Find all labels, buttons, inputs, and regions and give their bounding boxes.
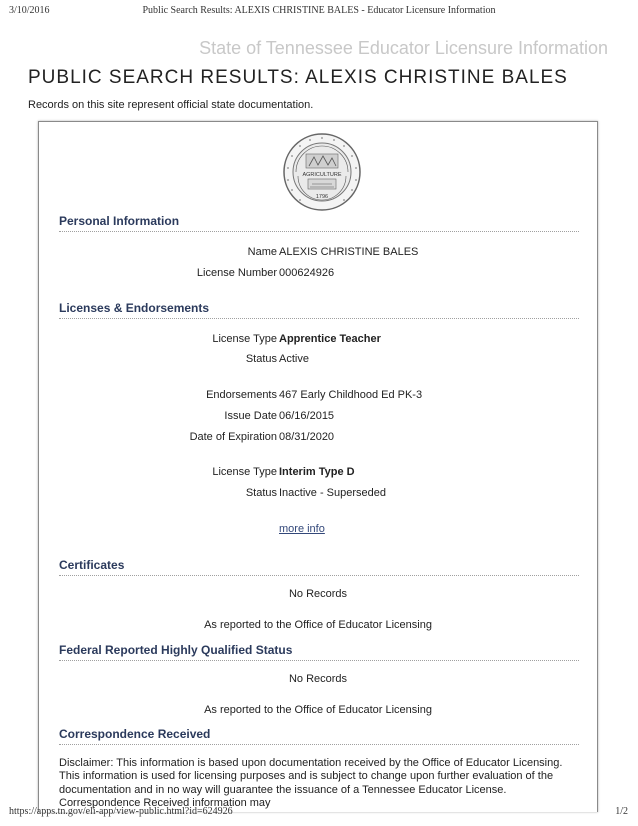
endorsements-value: 467 Early Childhood Ed PK-3 [279,389,423,401]
disclaimer-text: Disclaimer: This information is based upon documentation received by the Office of Educator Licensing. This information is used for licensing purposes and is subject to change upon further evaluation of the documentation and in no way will guarantee the issuance of a Tennessee Educator License. Correspondence Received information may [59,757,563,810]
site-banner: State of Tennessee Educator Licensure Information [199,38,608,58]
issue-date-value: 06/16/2015 [279,410,335,422]
section-divider [59,318,579,319]
section-divider [59,660,579,661]
print-url: https://apps.tn.gov/eli-app/view-public.html?id=624926 [9,806,233,817]
section-divider [59,575,579,576]
state-seal-icon [282,132,362,212]
results-card [38,121,598,812]
expiration-date-value: 08/31/2020 [279,431,335,443]
name-label: Name [247,246,277,258]
records-note: Records on this site represent official state documentation. [28,99,314,111]
section-divider [59,231,579,232]
license-number-label: License Number [196,267,277,279]
section-licenses-endorsements: Licenses & Endorsements [59,301,210,315]
page-title: PUBLIC SEARCH RESULTS: ALEXIS CHRISTINE BALES [28,67,568,88]
endorsements-label: Endorsements [206,389,277,401]
print-header [0,5,638,19]
license-type-label: License Type [212,333,277,345]
license-type-value: Apprentice Teacher [279,333,381,345]
more-info-link[interactable]: more info [279,523,325,535]
certificates-no-records: No Records [288,588,348,600]
seal-year: 1796 [315,194,329,200]
license-number-value: 000624926 [279,267,335,279]
print-page-number: 1/2 [615,806,628,817]
section-federal-hq-status: Federal Reported Highly Qualified Status [59,643,293,657]
license-type-value: Interim Type D [279,466,355,478]
print-footer [0,806,638,820]
print-date: 3/10/2016 [9,5,50,16]
federal-no-records: No Records [288,673,348,685]
status-value: Inactive - Superseded [279,487,387,499]
federal-reported-note: As reported to the Office of Educator Licensing [204,704,432,716]
expiration-date-label: Date of Expiration [189,431,277,443]
section-divider [59,744,579,745]
name-value: ALEXIS CHRISTINE BALES [279,246,419,258]
certificates-reported-note: As reported to the Office of Educator Licensing [204,619,432,631]
section-personal-information: Personal Information [59,214,180,228]
print-page-title: Public Search Results: ALEXIS CHRISTINE BALES - Educator Licensure Information [142,5,496,16]
status-value: Active [279,353,309,365]
seal-upper-text: AGRICULTURE [302,172,342,178]
section-correspondence-received: Correspondence Received [59,727,211,741]
status-label: Status [245,487,277,499]
status-label: Status [245,353,277,365]
issue-date-label: Issue Date [224,410,277,422]
license-type-label: License Type [212,466,277,478]
section-certificates: Certificates [59,558,125,572]
